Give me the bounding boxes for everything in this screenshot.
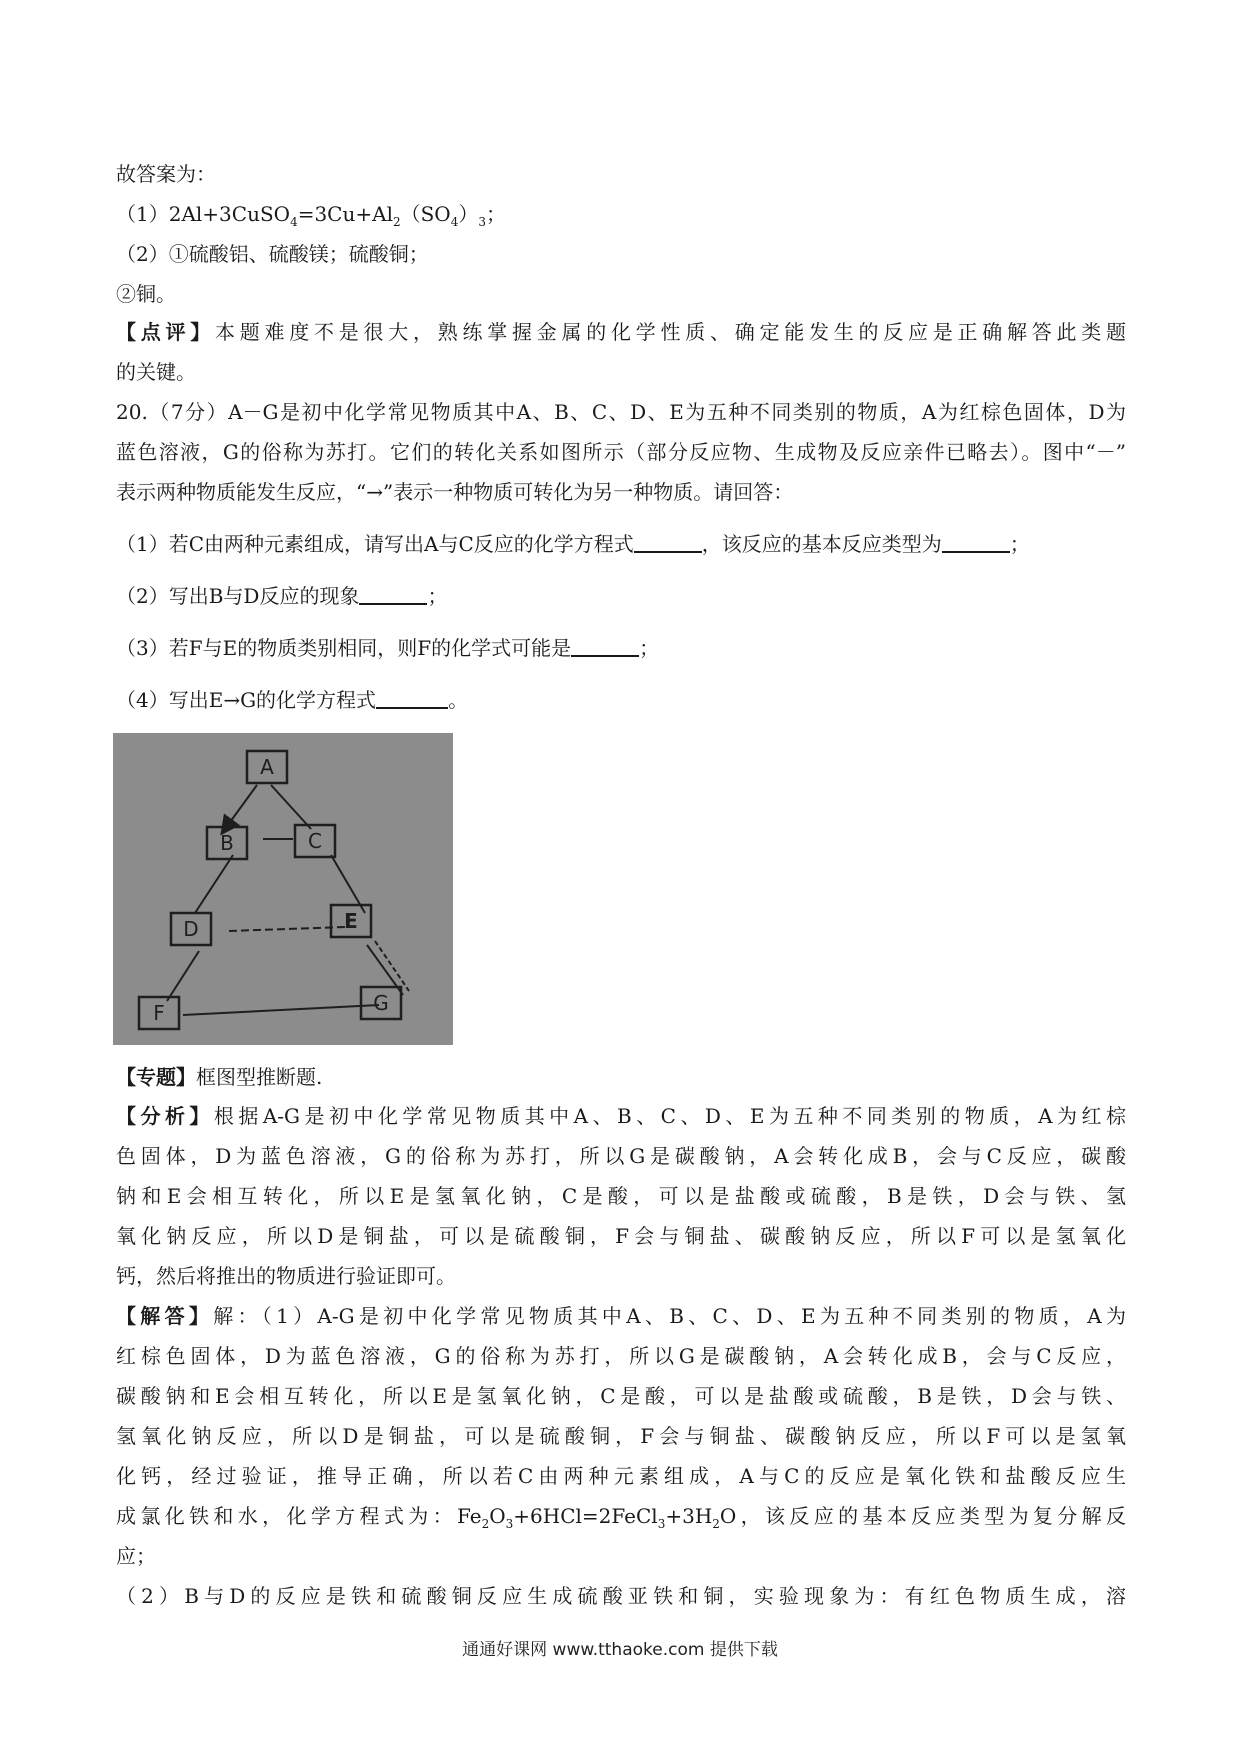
node-b-label: B [220, 831, 234, 855]
answer-blank [571, 635, 639, 657]
edge-b-d [195, 855, 233, 913]
node-c-label: C [308, 829, 322, 853]
node-d-label: D [183, 917, 199, 941]
solution-line-8: （2）B与D的反应是铁和硫酸铜反应生成硫酸亚铁和铜，实验现象为：有红色物质生成，溶 [116, 1584, 1126, 1608]
solution-line-7: 应； [116, 1544, 156, 1568]
solution-line-2: 红棕色固体，D为蓝色溶液，G的俗称为苏打，所以G是碳酸钠，A会转化成B，会与C反应， [116, 1344, 1126, 1368]
review-line-1: 【点评】本题难度不是很大，熟练掌握金属的化学性质、确定能发生的反应是正确解答此类题 [116, 320, 1126, 344]
analysis-line-1: 【分析】根据A-G是初中化学常见物质其中A、B、C、D、E为五种不同类别的物质，A为红棕 [116, 1104, 1126, 1128]
question-3: （3）若F与E的物质类别相同，则F的化学式可能是 ； [116, 636, 660, 660]
question20-line-2: 蓝色溶液，G的俗称为苏打。它们的转化关系如图所示（部分反应物、生成物及反应亲件已略去）。图中“－” [116, 440, 1126, 464]
analysis-line-4: 氧化钠反应，所以D是铜盐，可以是硫酸铜，F会与铜盐、碳酸钠反应，所以F可以是氢氧化 [116, 1224, 1126, 1248]
edge-d-f [167, 951, 199, 1001]
review-tag: 【点评】 [116, 320, 215, 344]
answer-1: $(1)2Al+3CuSO_4=3Cu+Al_2(SO_4)_3$； [116, 202, 506, 228]
solution-line-1: 【解答】解：（1）A-G是初中化学常见物质其中A、B、C、D、E为五种不同类别的物质，A为 [116, 1304, 1126, 1328]
node-a-label: A [260, 755, 274, 779]
analysis-line-2: 色固体，D为蓝色溶液，G的俗称为苏打，所以G是碳酸钠，A会转化成B，会与C反应，碳酸 [116, 1144, 1126, 1168]
solution-line-5: 化钙，经过验证，推导正确，所以若C由两种元素组成，A与C的反应是氧化铁和盐酸反应生 [116, 1464, 1126, 1488]
node-g-label: G [373, 991, 389, 1015]
solution-line-4: 氢氧化钠反应，所以D是铜盐，可以是硫酸铜，F会与铜盐、碳酸钠反应，所以F可以是氢氧 [116, 1424, 1126, 1448]
relation-diagram [113, 733, 453, 1045]
edge-a-c [271, 785, 311, 829]
analysis-tag: 【分析】 [116, 1104, 214, 1128]
solution-line-6: 成氯化铁和水，化学方程式为：$Fe_2O_3+6HCl=2FeCl_3+3H_2O$，该反应的基本反应类型为复分解反 [116, 1504, 1126, 1530]
review-line-2: 的关键。 [116, 360, 196, 384]
answer-blank [634, 531, 702, 553]
topic-line: 【专题】框图型推断题. [116, 1065, 323, 1089]
edge-g-e [375, 941, 409, 991]
topic-tag: 【专题】 [116, 1065, 196, 1089]
edge-a-b [225, 785, 257, 829]
answer-intro: 故答案为： [116, 162, 216, 186]
relation-diagram-svg [113, 733, 453, 1045]
analysis-line-5: 钙，然后将推出的物质进行验证即可。 [116, 1264, 456, 1288]
edge-d-e [229, 927, 345, 931]
node-f-label: F [153, 1001, 165, 1025]
edge-f-g [183, 1005, 379, 1015]
answer-blank [359, 583, 427, 605]
answer-3: ②铜。 [116, 282, 176, 306]
question-2: （2）写出B与D反应的现象 ； [116, 584, 448, 608]
question20-line-1: 20.（7分）A－G是初中化学常见物质其中A、B、C、D、E为五种不同类别的物质，A为红棕色固体，D为 [116, 400, 1126, 424]
answer-blank [942, 531, 1010, 553]
node-e-label: E [344, 909, 358, 933]
solution-line-3: 碳酸钠和E会相互转化，所以E是氢氧化钠，C是酸，可以是盐酸或硫酸，B是铁，D会与铁、 [116, 1384, 1126, 1408]
answer-2: （2）①硫酸铝、硫酸镁；硫酸铜； [116, 242, 429, 266]
page-footer: 通通好课网 www.tthaoke.com 提供下载 [462, 1640, 778, 1660]
solution-tag: 【解答】 [116, 1304, 214, 1328]
question-4: （4）写出E→G的化学方程式 。 [116, 688, 469, 712]
question-1: （1）若C由两种元素组成，请写出A与C反应的化学方程式 ，该反应的基本反应类型为 ； [116, 532, 1030, 556]
answer-blank [376, 687, 448, 709]
question20-line-3: 表示两种物质能发生反应，“→”表示一种物质可转化为另一种物质。请回答： [116, 480, 794, 504]
analysis-line-3: 钠和E会相互转化，所以E是氢氧化钠，C是酸，可以是盐酸或硫酸，B是铁，D会与铁、氢 [116, 1184, 1126, 1208]
